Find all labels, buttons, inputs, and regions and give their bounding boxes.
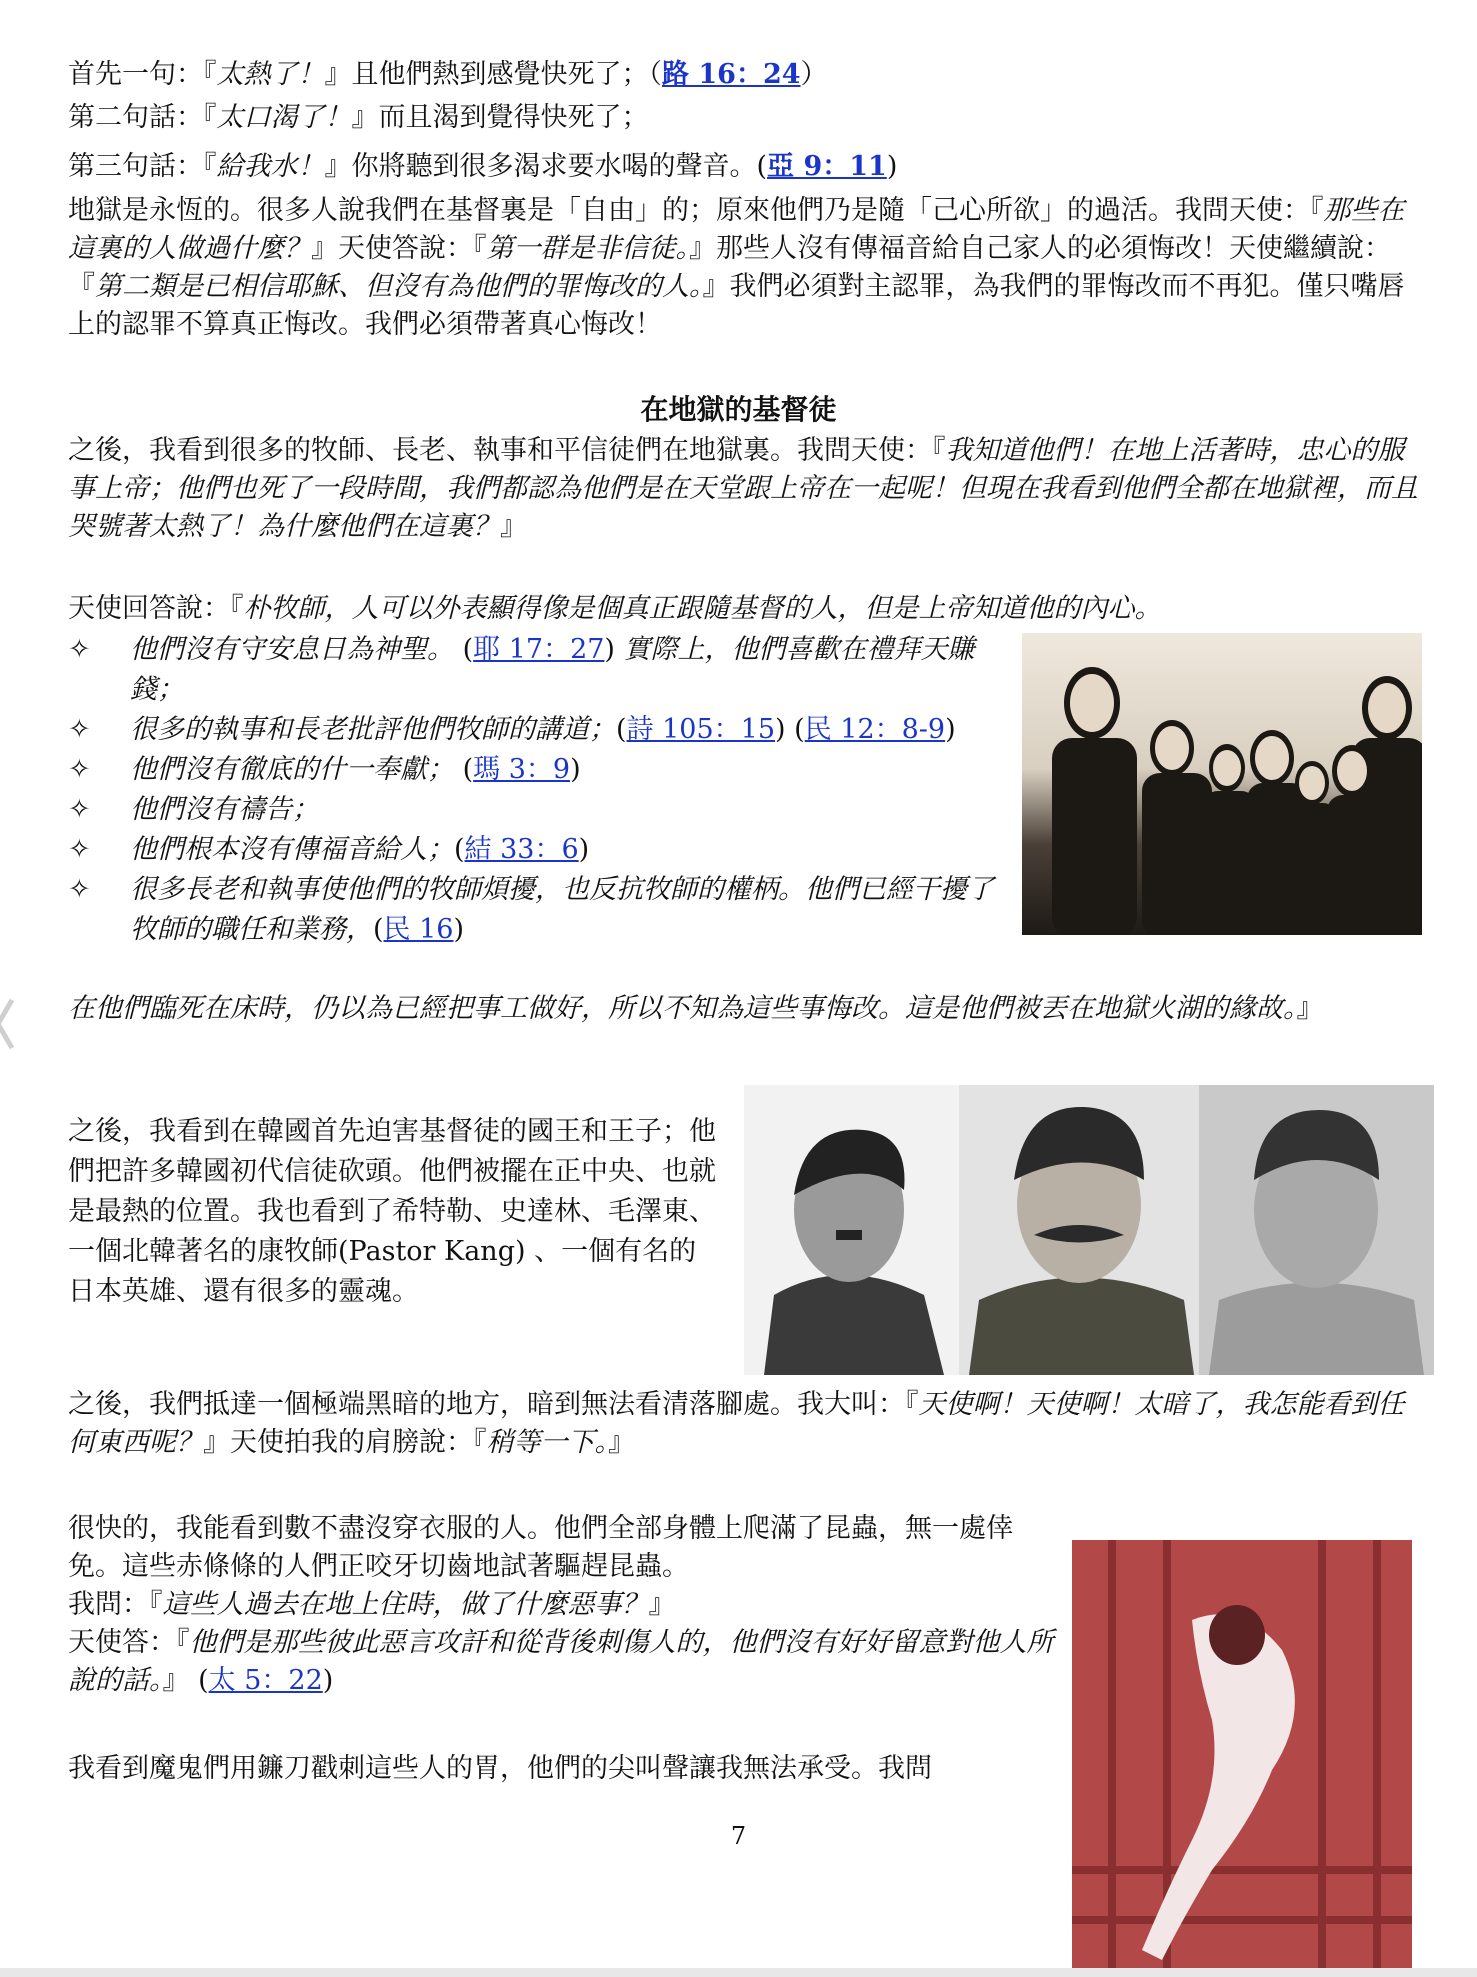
text: 』我們必須對主認罪，為我們的罪悔改而不再犯。僅只嘴唇上的認罪不算真正悔改。我們必須帶著真心悔改！ [68,271,1405,340]
text: 他們沒有禱告； [130,794,319,825]
page-number: 7 [730,1822,747,1850]
quote: 朴牧師，人可以外表顯得像是個真正跟隨基督的人，但是上帝知道他的內心。 [243,593,1162,624]
previous-page-arrow-icon[interactable] [0,994,20,1054]
quote: 第二類是已相信耶穌、但沒有為他們的罪悔改的人。 [95,271,703,302]
line-second-sentence [68,99,649,137]
scripture-link-numbers-16[interactable]: 民 16 [383,914,454,945]
text: 』你將聽到很多渴求要水喝的聲音。( [324,151,768,182]
text: 天使回答說：『 [68,593,244,624]
people-pointing-illustration [1022,633,1422,935]
scripture-link-zechariah[interactable]: 亞 9：11 [767,151,887,182]
sparkle-bullet-icon: ✧ [68,874,91,905]
text: 』 ( [162,1665,209,1696]
quote: 第一群是非信徒。 [486,233,689,264]
text: ) [604,634,624,665]
text: ) [322,1665,334,1696]
text: 很多長老和執事使他們的牧師煩擾，也反抗牧師的權柄。他們已經干擾了牧師的職任和業務， [130,874,994,945]
text: 天使答：『 [68,1627,190,1658]
list-item [68,870,998,950]
page-bottom-edge [0,1968,1477,1977]
text: 之後，我們抵達一個極端黑暗的地方，暗到無法看清落腳處。我大叫：『 [68,1389,919,1420]
text: ( [454,754,474,785]
sparkle-bullet-icon: ✧ [68,634,91,665]
text: ( [454,834,465,865]
section-heading: 在地獄的基督徒 [640,393,837,426]
line-first-sentence [68,56,828,94]
text: 』 [1296,993,1324,1024]
list-item [68,830,998,870]
list-item [68,750,998,790]
list-item [68,630,998,710]
text: 他們根本沒有傳福音給人； [130,834,454,865]
text: ( [373,914,384,945]
text: ） [800,59,828,90]
text: 』天使拍我的肩膀說：『 [203,1427,487,1458]
sparkle-bullet-icon: ✧ [68,794,91,825]
scripture-link-psalms[interactable]: 詩 105：15 [626,714,776,745]
text: 很快的，我能看到數不盡沒穿衣服的人。他們全部身體上爬滿了昆蟲，無一處倖免。這些赤條條的人們正咬牙切齒地試著驅趕昆蟲。 [68,1513,1013,1582]
text: 』那些人沒有傳福音給自己家人的必須悔改！天使繼續說：『 [68,233,1391,302]
paragraph-demons: 我看到魔鬼們用鐮刀戳刺這些人的胃，他們的尖叫聲讓我無法承受。我問 [68,1753,932,1784]
paragraph-insects [68,1510,1058,1700]
quote: 那些在這裏的人做過什麼？ [68,195,1405,264]
text: ) [453,914,465,945]
text: ) [578,834,590,865]
red-photo-illustration [1072,1540,1412,1977]
quote: 給我水！ [216,151,325,182]
sparkle-bullet-icon: ✧ [68,834,91,865]
scripture-link-matthew[interactable]: 太 5：22 [208,1665,323,1696]
text: 實際上，他們喜歡在禮拜天賺錢； [130,634,975,705]
text: ) ( [775,714,805,745]
text: 很多的執事和長老批評他們牧師的講道； [130,714,616,745]
text: ) [945,714,956,745]
text: 第三句話：『 [68,151,217,182]
text: 首先一句：『 [68,59,217,90]
text: 他們沒有守安息日為神聖。 [130,634,454,665]
text: 地獄是永恆的。很多人說我們在基督裏是「自由」的；原來他們乃是隨「己心所欲」的過活。我問天使：『 [68,195,1324,226]
text: 他們沒有徹底的什一奉獻； [130,754,454,785]
quote: 稍等一下。 [486,1427,608,1458]
text: ) [570,754,581,785]
scripture-link-ezekiel[interactable]: 結 33：6 [464,834,579,865]
text: 』且他們熱到感覺快死了；（ [324,59,662,90]
sparkle-bullet-icon: ✧ [68,754,91,785]
quote: 太熱了！ [216,59,325,90]
text: ( [454,634,474,665]
scripture-link-luke[interactable]: 路 16：24 [662,59,801,90]
scripture-link-malachi[interactable]: 瑪 3：9 [473,754,571,785]
quote: 太口渴了！ [216,102,352,133]
text: ) [886,151,898,182]
portraits-illustration [744,1085,1434,1375]
text: 之後，我看到很多的牧師、長老、執事和平信徒們在地獄裏。我問天使：『 [68,435,946,466]
reasons-list [68,630,998,950]
text: 第二句話：『 [68,102,217,133]
paragraph-angel-answer [68,590,1162,628]
paragraph-dark-place [68,1386,1428,1462]
sparkle-bullet-icon: ✧ [68,714,91,745]
text: 』 [500,511,527,542]
paragraph-deathbed [68,990,1428,1028]
photo-people-pointing [1022,633,1422,935]
quote: 我知道他們！在地上活著時，忠心的服事上帝；他們也死了一段時間，我們都認為他們是在天堂跟上帝在一起呢！但現在我看到他們全都在地獄裡，而且哭號著太熱了！為什麼他們在這裏？ [68,435,1418,542]
line-third-sentence [68,148,897,186]
paragraph-rulers: 之後，我看到在韓國首先迫害基督徒的國王和王子；他們把許多韓國初代信徒砍頭。他們被擺在正中央、也就是最熱的位置。我也看到了希特勒、史達林、毛澤東、一個北韓著名的康牧師(Pastor Kang) 、一個有名的日本英雄、還有很多的靈魂。 [68,1116,716,1307]
scripture-link-numbers-12[interactable]: 民 12：8-9 [804,714,946,745]
photo-three-portraits [744,1085,1434,1375]
text: ( [616,714,627,745]
quote: 他們是那些彼此惡言攻訐和從背後刺傷人的，他們沒有好好留意對他人所說的話。 [68,1627,1054,1696]
list-item [68,710,998,750]
quote: 在他們臨死在床時，仍以為已經把事工做好，所以不知為這些事悔改。這是他們被丟在地獄火湖的緣故。 [68,993,1297,1024]
scripture-link-jeremiah[interactable]: 耶 17：27 [473,634,605,665]
photo-red-tinted [1072,1540,1412,1977]
text: 』而且渴到覺得快死了； [351,102,649,133]
text: 』天使答說：『 [311,233,487,264]
paragraph-hell-eternal [68,192,1428,344]
list-item [68,790,998,830]
text: 』 [648,1589,676,1620]
quote: 這些人過去在地上住時，做了什麼惡事？ [162,1589,649,1620]
text: 我問：『 [68,1589,163,1620]
quote: 天使啊！天使啊！太暗了，我怎能看到任何東西呢？ [68,1389,1405,1458]
text: 』 [608,1427,635,1458]
paragraph-pastors-in-hell [68,432,1428,546]
